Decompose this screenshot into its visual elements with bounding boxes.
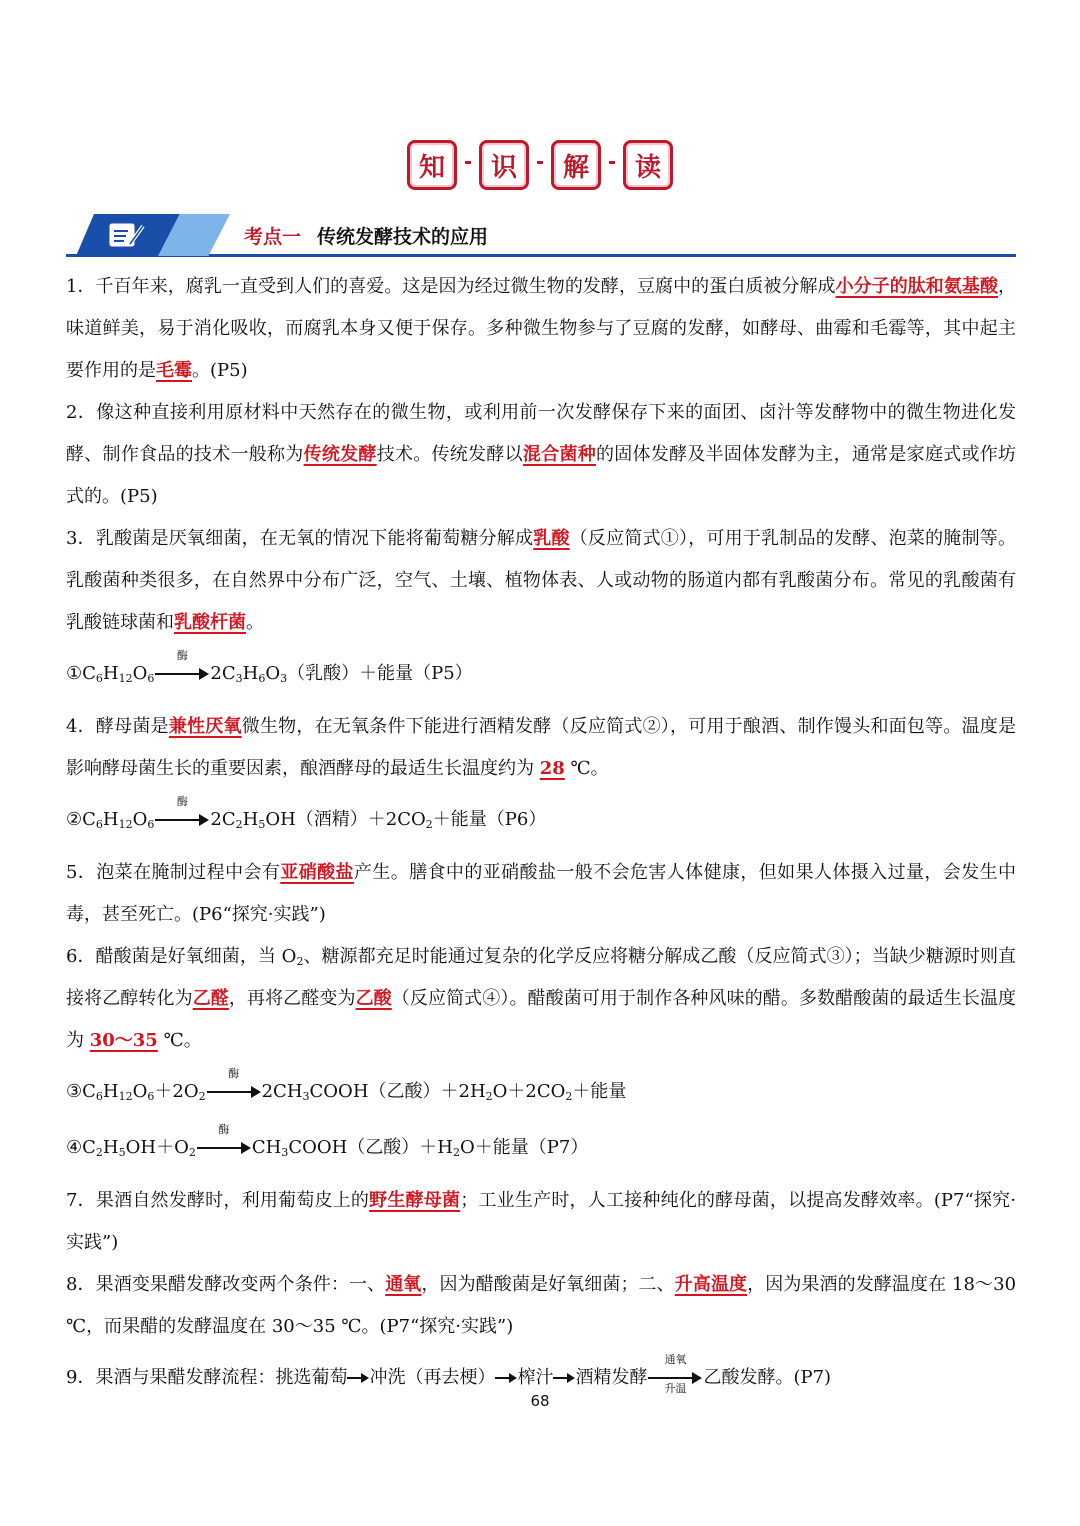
page-number: 68 [530, 1392, 550, 1410]
answer-blank: 混合菌种 [522, 444, 596, 465]
text: ℃。 [564, 758, 609, 779]
answer-blank: 乳酸杆菌 [174, 612, 246, 633]
topic-number: 考点一 [244, 226, 302, 248]
paragraph-5 [66, 852, 1016, 936]
paragraph-9: 9．果酒与果醋发酵流程：挑选葡萄 冲洗（再去梗） 榨汁 酒精发酵 通氧 升温 乙酸发酵。(P7) [66, 1353, 832, 1395]
reaction-arrow [207, 1067, 261, 1102]
catalyst-label: 酶 [218, 1123, 230, 1136]
text: 的固体发酵及半固体发酵为主，通常是家庭式或作坊式的。(P5) [66, 444, 1017, 507]
text: ℃。 [157, 1030, 202, 1051]
text: 6．醋酸菌是好氧细菌，当 O [66, 946, 297, 967]
paragraph-4 [66, 706, 1016, 790]
flow-arrow [347, 1371, 369, 1385]
text: ，味道鲜美，易于消化吸收，而腐乳本身又便于保存。多种微生物参与了豆腐的发酵，如酵母、曲霉和毛霉等，其中起主要作用的是 [66, 276, 1017, 381]
catalyst-label: 酶 [228, 1067, 240, 1080]
text: ，因为果酒的发酵温度在 18～30 ℃，而果醋的发酵温度在 30～35 ℃。(P7“探究·实践”) [66, 1274, 1017, 1337]
answer-blank: 通氧 [385, 1274, 422, 1295]
answer-blank: 30～35 [89, 1030, 158, 1051]
answer-blank: 乙醛 [192, 988, 229, 1009]
banner-char: 解 [551, 140, 601, 190]
text: 1．千百年来，腐乳一直受到人们的喜爱。这是因为经过微生物的发酵，豆腐中的蛋白质被分解成 [66, 276, 836, 297]
flow-arrow [495, 1371, 517, 1385]
text: 8．果酒变果醋发酵改变两个条件：一、 [66, 1274, 386, 1295]
text: 微生物，在无氧条件下能进行酒精发酵（反应简式②），可用于酿酒、制作馒头和面包等。温度是影响酵母菌生长的重要因素，酿酒酵母的最适生长温度约为 [66, 716, 1017, 779]
catalyst-label: 酶 [176, 795, 188, 808]
paragraph-3 [66, 518, 1016, 644]
section-banner [0, 140, 1080, 190]
equation-1: $①C_6H_{12}O_6$ 酶 $2C_3H_6O_3$（乳酸）＋能量（P5） [66, 649, 473, 685]
answer-blank: 乙酸 [355, 988, 392, 1009]
answer-blank: 毛霉 [156, 360, 192, 381]
condition-label: 通氧 [664, 1353, 687, 1366]
banner-char: 知 [407, 140, 457, 190]
flow-arrow [553, 1371, 575, 1385]
condition-label: 升温 [664, 1382, 687, 1395]
text: 产生。膳食中的亚硝酸盐一般不会危害人体健康，但如果人体摄入过量，会发生中毒，甚至死亡。(P6“探究·实践”) [66, 862, 1017, 925]
topic-name: 传统发酵技术的应用 [317, 226, 489, 248]
answer-blank: 升高温度 [674, 1274, 748, 1295]
reaction-arrow [155, 795, 209, 830]
text: 。(P5) [192, 360, 248, 381]
answer-blank: 野生酵母菌 [369, 1190, 461, 1211]
text: 、糖源都充足时能通过复杂的化学反应将糖分解成乙酸（反应简式③）；当缺少糖源时则直接将乙醇转化为 [66, 946, 1016, 1009]
answer-blank: 亚硝酸盐 [280, 862, 354, 883]
topic-title [244, 222, 488, 249]
text: 3．乳酸菌是厌氧细菌，在无氧的情况下能将葡萄糖分解成 [66, 528, 534, 549]
text: 2．像这种直接利用原材料中天然存在的微生物，或利用前一次发酵保存下来的面团、卤汁等发酵物中的微生物进化发酵、制作食品的技术一般称为 [66, 402, 1016, 465]
text: 5．泡菜在腌制过程中会有 [66, 862, 281, 883]
text: 4．酵母菌是 [66, 716, 169, 737]
text: （反应简式①），可用于乳制品的发酵、泡菜的腌制等。乳酸菌种类很多，在自然界中分布广泛，空气、土壤、植物体表、人或动物的肠道内都有乳酸菌分布。常见的乳酸菌有乳酸链球菌和 [66, 528, 1017, 633]
topic-header [66, 214, 1016, 258]
text: ；工业生产时，人工接种纯化的酵母菌，以提高发酵效率。(P7“探究·实践”) [66, 1190, 1017, 1253]
paragraph-8 [66, 1264, 1016, 1348]
paragraph-1 [66, 266, 1016, 392]
reaction-arrow [197, 1123, 251, 1158]
answer-blank: 传统发酵 [303, 444, 377, 465]
reaction-arrow [155, 649, 209, 684]
text: 技术。传统发酵以 [376, 444, 523, 465]
catalyst-label: 酶 [176, 649, 188, 662]
knowledge-content [66, 266, 1016, 1410]
banner-char: 读 [623, 140, 673, 190]
paragraph-2 [66, 392, 1016, 518]
equation-3: $③C_6H_{12}O_6+2O_2$ 酶 $2CH_3COOH$（乙酸）$+2H_2O+2CO_2+$能量 [66, 1067, 627, 1103]
text: 。 [246, 612, 264, 633]
text: （反应简式④）。醋酸菌可用于制作各种风味的醋。多数醋酸菌的最适生长温度为 [66, 988, 1017, 1051]
equation-2: $②C_6H_{12}O_6$ 酶 $2C_2H_5OH$（酒精）$+2CO_2+$能量（P6） [66, 795, 547, 831]
text: 7．果酒自然发酵时，利用葡萄皮上的 [66, 1190, 370, 1211]
banner-char: 识 [479, 140, 529, 190]
answer-blank: 乳酸 [533, 528, 570, 549]
notepad-icon [106, 220, 146, 250]
text: ，因为醋酸菌是好氧细菌；二、 [421, 1274, 675, 1295]
equation-4: $④C_2H_5OH+O_2$ 酶 $CH_3COOH$（乙酸）$+H_2O+$能量（P7） [66, 1123, 589, 1159]
answer-blank: 28 [539, 758, 565, 779]
paragraph-6: 6．醋酸菌是好氧细菌，当 $O_2$、糖源都充足时能通过复杂的化学反应将糖分解成乙酸（反应简式③）；当缺少糖源时则直接将乙醇转化为乙醛，再将乙醛变为乙酸（反应简式④）。醋酸菌可用于制作各种风味的醋。多数醋酸菌的最适生长温度为 30～35 ℃。 [66, 946, 1017, 1051]
reaction-arrow [648, 1353, 702, 1395]
text: ，再将乙醛变为 [228, 988, 356, 1009]
paragraph-7 [66, 1180, 1016, 1264]
answer-blank: 兼性厌氧 [168, 716, 242, 737]
answer-blank: 小分子的肽和氨基酸 [835, 276, 999, 297]
